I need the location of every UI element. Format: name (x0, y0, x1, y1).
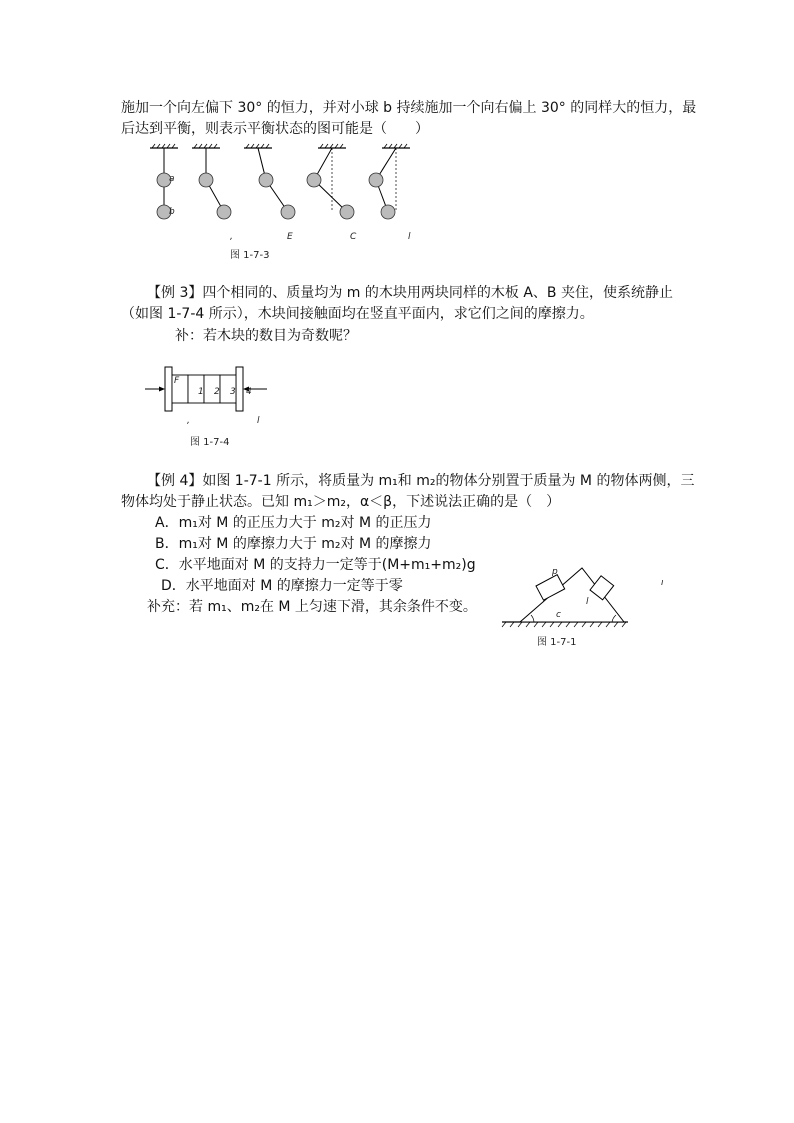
fig174-label-F: F (174, 376, 180, 386)
fig174-label-2: 2 (214, 387, 220, 397)
fig171-label-m1: p (552, 567, 558, 577)
example-3-line-1: 【例 3】四个相同的、质量均为 m 的木块用两块同样的木板 A、B 夹住，使系统静止 (147, 285, 673, 301)
example-3-line-2: （如图 1-7-4 所示），木块间接触面均在竖直平面内，求它们之间的摩擦力。 (121, 306, 594, 322)
board-a (165, 367, 172, 411)
example-4-option-d: D．水平地面对 M 的摩擦力一定等于零 (161, 578, 403, 594)
fig171-label-stray: ı (661, 578, 664, 588)
intro-line-1: 施加一个向左偏下 30° 的恒力，并对小球 b 持续施加一个向右偏上 30° 的同样大的恒力，最 (121, 100, 697, 116)
ball-label-a: a (169, 174, 175, 184)
example-4-line-1: 【例 4】如图 1-7-1 所示，将质量为 m₁和 m₂的物体分别置于质量为 M 的物体两侧，三 (147, 473, 695, 489)
wedge-M (520, 568, 624, 622)
fig171-label-M: c (556, 610, 561, 620)
pendulum-option-b (192, 144, 231, 219)
figure-1-7-4 (145, 365, 275, 415)
pendulum-option-e (369, 144, 410, 219)
example-4-option-a: A．m₁对 M 的正压力大于 m₂对 M 的正压力 (155, 515, 432, 531)
figure-1-7-1-caption: 图 1-7-1 (537, 637, 577, 648)
figure-1-7-3-caption: 图 1-7-3 (230, 250, 270, 261)
ball-label-b: b (169, 207, 175, 217)
fig174-under-right: l (257, 416, 260, 426)
option-label-2: E (287, 232, 293, 242)
example-4-option-c: C．水平地面对 M 的支持力一定等于(M+m₁+m₂)g (155, 557, 476, 573)
fig174-label-3: 3 (230, 387, 236, 397)
option-label-3: C (350, 232, 357, 242)
intro-line-2: 后达到平衡，则表示平衡状态的图可能是（ ） (121, 121, 429, 137)
figure-1-7-4-caption: 图 1-7-4 (190, 437, 230, 448)
fig174-label-1: 1 (198, 387, 204, 397)
pendulum-option-c (244, 144, 295, 219)
example-4-line-2: 物体均处于静止状态。已知 m₁＞m₂，α＜β，下述说法正确的是（ ） (121, 494, 561, 510)
option-label-1: , (230, 232, 233, 242)
figure-1-7-1 (500, 560, 635, 630)
pendulum-option-d (307, 144, 354, 219)
example-4-option-b: B．m₁对 M 的摩擦力大于 m₂对 M 的摩擦力 (155, 536, 432, 552)
option-label-4: l (408, 232, 411, 242)
example-3-supplement: 补：若木块的数目为奇数呢？ (175, 328, 357, 344)
board-b (236, 367, 243, 411)
fig174-under-left: , (187, 416, 190, 426)
fig171-label-side: l (586, 597, 589, 607)
fig174-label-4: 4 (246, 387, 252, 397)
example-4-supplement: 补充：若 m₁、m₂在 M 上匀速下滑，其余条件不变。 (147, 599, 477, 615)
figure-1-7-3 (140, 140, 430, 240)
